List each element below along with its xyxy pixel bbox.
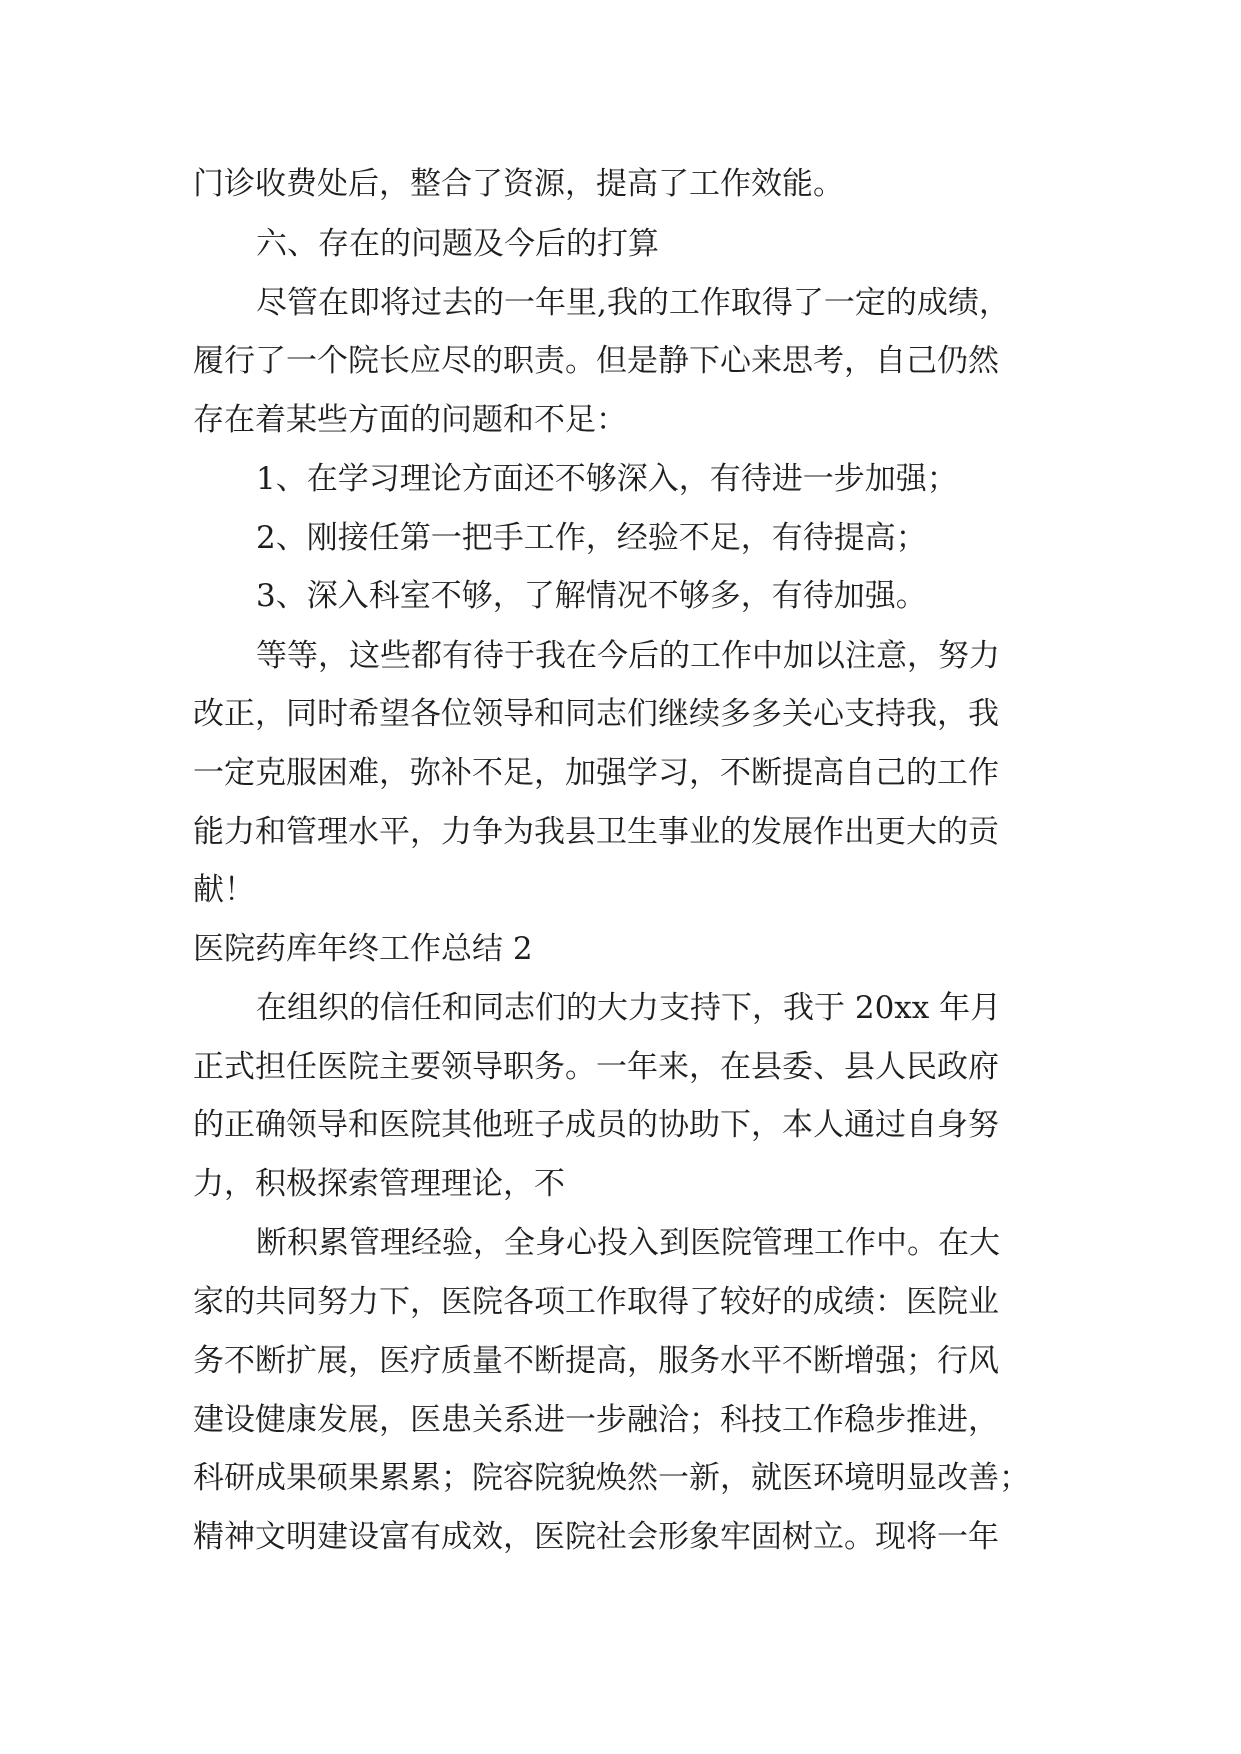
body-text-line: 等等，这些都有待于我在今后的工作中加以注意，努力 bbox=[256, 638, 1000, 674]
body-text-line: 在组织的信任和同志们的大力支持下，我于 20xx 年月 bbox=[256, 990, 1002, 1026]
body-text-line: 正式担任医院主要领导职务。一年来，在县委、县人民政府 bbox=[193, 1049, 999, 1085]
list-item: 3、深入科室不够，了解情况不够多，有待加强。 bbox=[256, 578, 927, 614]
body-text-line: 的正确领导和医院其他班子成员的协助下，本人通过自身努 bbox=[193, 1107, 999, 1143]
list-item: 2、刚接任第一把手工作，经验不足，有待提高； bbox=[256, 520, 927, 556]
document-title: 医院药库年终工作总结 2 bbox=[193, 931, 533, 967]
body-text-line: 务不断扩展，医疗质量不断提高，服务水平不断增强；行风 bbox=[193, 1343, 999, 1379]
body-text-line: 断积累管理经验，全身心投入到医院管理工作中。在大 bbox=[256, 1225, 1000, 1261]
body-text-line: 科研成果硕果累累；院容院貌焕然一新，就医环境明显改善； bbox=[193, 1460, 1030, 1496]
body-text-line: 力，积极探索管理理论，不 bbox=[193, 1166, 565, 1202]
body-text-line: 存在着某些方面的问题和不足： bbox=[193, 402, 627, 438]
body-text-line: 改正，同时希望各位领导和同志们继续多多关心支持我，我 bbox=[193, 696, 999, 732]
body-text-line: 一定克服困难，弥补不足，加强学习，不断提高自己的工作 bbox=[193, 755, 999, 791]
body-text-line: 履行了一个院长应尽的职责。但是静下心来思考，自己仍然 bbox=[193, 343, 999, 379]
body-text-line: 尽管在即将过去的一年里,我的工作取得了一定的成绩， bbox=[256, 285, 1010, 321]
body-text-line: 建设健康发展，医患关系进一步融洽；科技工作稳步推进， bbox=[193, 1402, 999, 1438]
list-item: 1、在学习理论方面还不够深入，有待进一步加强； bbox=[256, 461, 958, 497]
body-text-line: 献！ bbox=[193, 872, 255, 908]
body-text-line: 门诊收费处后，整合了资源，提高了工作效能。 bbox=[193, 166, 844, 202]
body-text-line: 精神文明建设富有成效，医院社会形象牢固树立。现将一年 bbox=[193, 1519, 999, 1555]
section-heading: 六、存在的问题及今后的打算 bbox=[256, 226, 659, 262]
body-text-line: 家的共同努力下，医院各项工作取得了较好的成绩：医院业 bbox=[193, 1284, 999, 1320]
body-text-line: 能力和管理水平，力争为我县卫生事业的发展作出更大的贡 bbox=[193, 814, 999, 850]
